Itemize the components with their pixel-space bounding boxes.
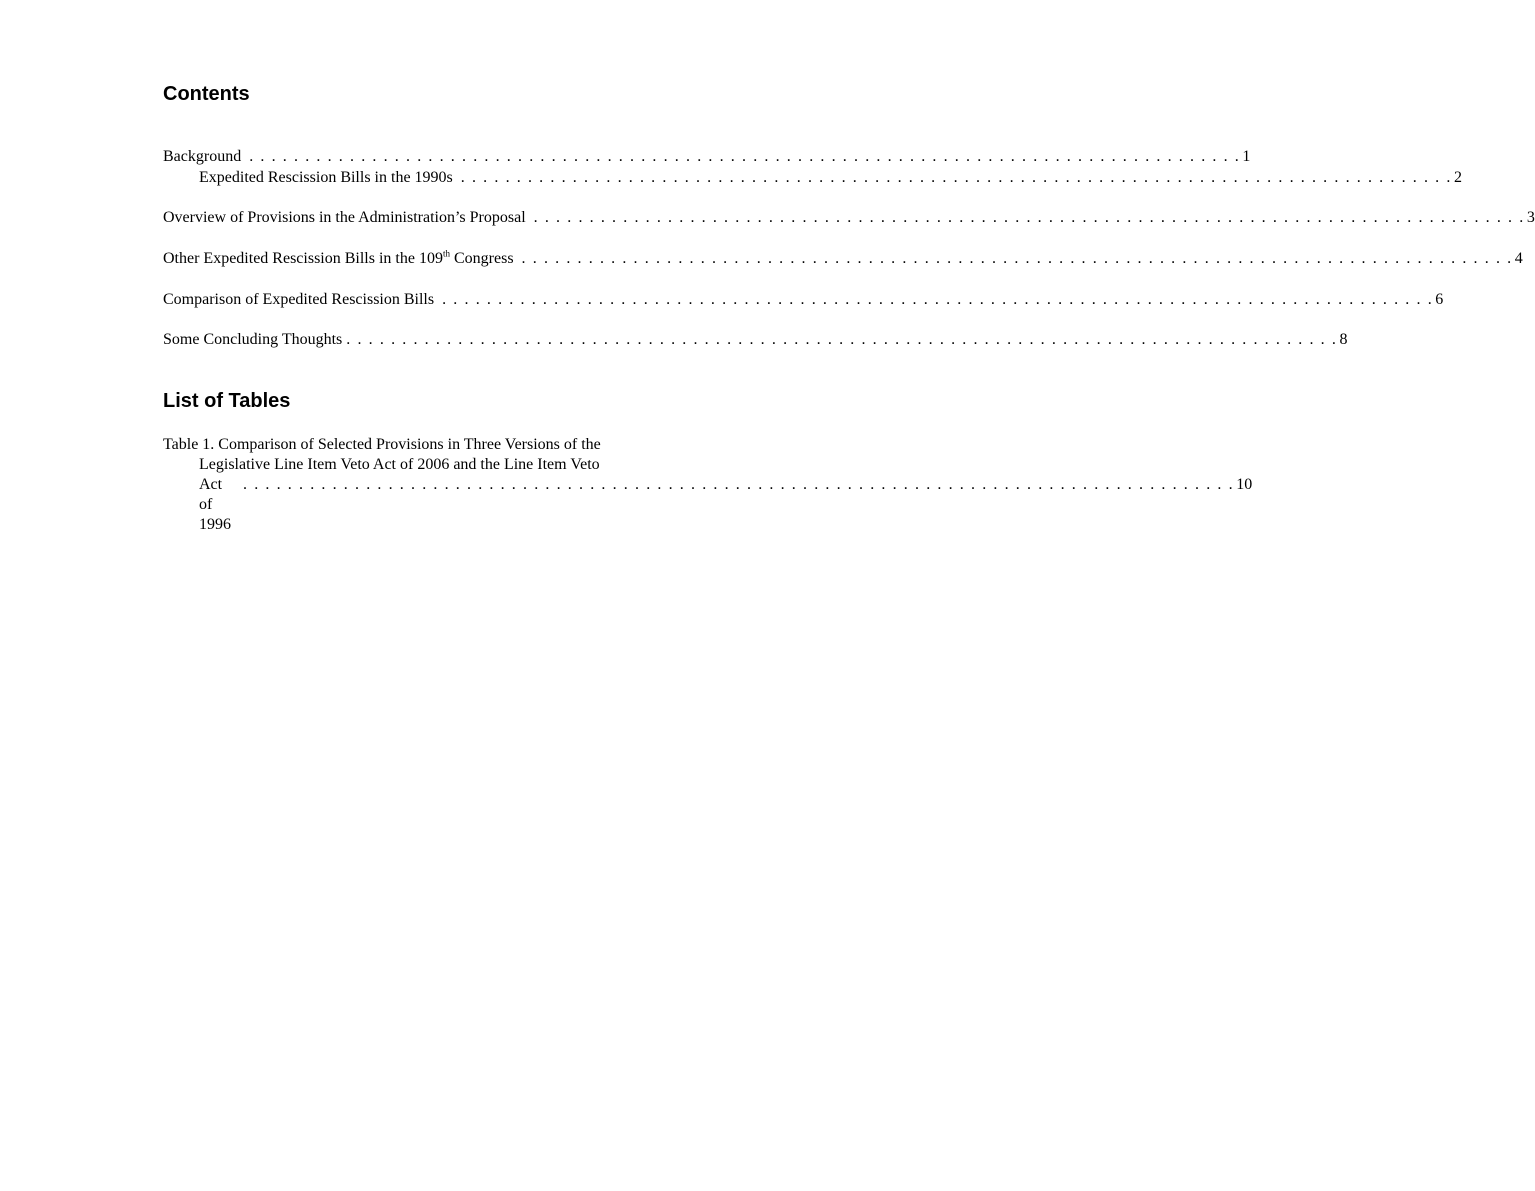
- toc-page-number: 4: [1514, 250, 1523, 267]
- toc-entry-label: Comparison of Expedited Rescission Bills: [163, 291, 435, 308]
- toc-entry-background[interactable]: [163, 147, 1251, 167]
- toc-entry-label-line: Legislative Line Item Veto Act of 2006 and the Line Item Veto: [199, 456, 600, 473]
- toc-entry-comparison-of-bills[interactable]: [163, 290, 1444, 310]
- list-of-tables-heading: List of Tables: [163, 390, 291, 412]
- toc-page-number: 10: [1236, 476, 1253, 493]
- toc-entry-label: Overview of Provisions in the Administration’s Proposal: [163, 209, 526, 226]
- toc-entry-label-line: Table 1. Comparison of Selected Provisions in Three Versions of the: [163, 436, 601, 453]
- toc-entry-label-line: Act of 1996: [199, 476, 231, 533]
- contents-heading: Contents: [163, 83, 250, 105]
- toc-entry-label: [163, 249, 514, 269]
- dot-leader: . . . . . . . . . . . . . . . . . . . . . . . . . . . . . . . . . . . . . . . . . . . . . . . . . . . . . . . . . . . . . . . . . . . . . . . . . . . . . . . . . . . . . . . . .: [243, 476, 1235, 493]
- dot-leader: . . . . . . . . . . . . . . . . . . . . . . . . . . . . . . . . . . . . . . . . . . . . . . . . . . . . . . . . . . . . . . . . . . . . . . . . . . . . . . . . . . . . . . . . .: [533, 209, 1525, 226]
- toc-page-number: 2: [1453, 169, 1462, 186]
- toc-entry-expedited-rescission-1990s[interactable]: [199, 168, 1462, 188]
- dot-leader: . . . . . . . . . . . . . . . . . . . . . . . . . . . . . . . . . . . . . . . . . . . . . . . . . . . . . . . . . . . . . . . . . . . . . . . . . . . . . . . . . . . . . . . . .: [460, 169, 1452, 186]
- dot-leader: . . . . . . . . . . . . . . . . . . . . . . . . . . . . . . . . . . . . . . . . . . . . . . . . . . . . . . . . . . . . . . . . . . . . . . . . . . . . . . . . . . . . . . . . .: [521, 250, 1513, 267]
- toc-page-number: 1: [1242, 148, 1251, 165]
- toc-entry-table-1[interactable]: [163, 435, 1253, 535]
- toc-entry-label: Expedited Rescission Bills in the 1990s: [199, 169, 453, 186]
- toc-page-number: 6: [1435, 291, 1444, 308]
- dot-leader: . . . . . . . . . . . . . . . . . . . . . . . . . . . . . . . . . . . . . . . . . . . . . . . . . . . . . . . . . . . . . . . . . . . . . . . . . . . . . . . . . . . . . . . . .: [442, 291, 1434, 308]
- dot-leader: . . . . . . . . . . . . . . . . . . . . . . . . . . . . . . . . . . . . . . . . . . . . . . . . . . . . . . . . . . . . . . . . . . . . . . . . . . . . . . . . . . . . . . . . .: [249, 148, 1241, 165]
- toc-entry-label-part: Other Expedited Rescission Bills in the 109: [163, 250, 443, 267]
- toc-entry-overview-of-provisions[interactable]: [163, 208, 1535, 228]
- ordinal-superscript: th: [442, 248, 450, 259]
- toc-entry-label-part: Congress: [449, 250, 514, 267]
- toc-page-number: 8: [1339, 331, 1348, 348]
- toc-entry-label: Some Concluding Thoughts: [163, 331, 343, 348]
- toc-entry-last-line: [163, 475, 1253, 535]
- toc-entry-label: Background: [163, 148, 242, 165]
- toc-entry-other-expedited-rescission-109th[interactable]: [163, 248, 1523, 269]
- dot-leader: . . . . . . . . . . . . . . . . . . . . . . . . . . . . . . . . . . . . . . . . . . . . . . . . . . . . . . . . . . . . . . . . . . . . . . . . . . . . . . . . . . . . . . . . .: [346, 331, 1338, 348]
- toc-entry-concluding-thoughts[interactable]: [163, 330, 1348, 350]
- toc-page-number: 3: [1526, 209, 1535, 226]
